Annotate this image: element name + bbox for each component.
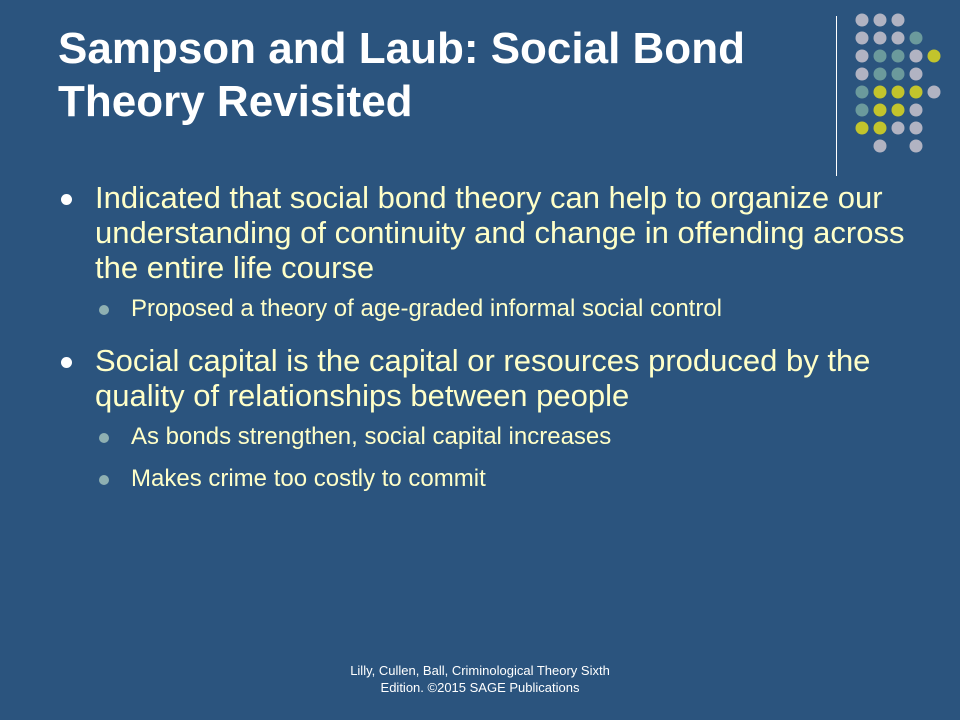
slide-title: Sampson and Laub: Social Bond Theory Revisited	[58, 24, 745, 126]
decorative-dot	[910, 140, 923, 153]
decorative-dot	[874, 140, 887, 153]
decorative-dot	[856, 68, 869, 81]
footer-line-1: Lilly, Cullen, Ball, Criminological Theory Sixth	[350, 663, 610, 678]
sub-bullet-dot-icon	[99, 433, 109, 443]
decorative-dot	[874, 68, 887, 81]
sub-bullet-text: As bonds strengthen, social capital increases	[131, 423, 612, 450]
decorative-dot	[874, 122, 887, 135]
decorative-dot	[874, 50, 887, 63]
sub-bullet-dot-icon	[99, 305, 109, 315]
decorative-dot	[856, 50, 869, 63]
bullet-level2-2-2	[58, 465, 908, 493]
sub-bullet-text: Makes crime too costly to commit	[131, 465, 486, 492]
decorative-dot	[892, 68, 905, 81]
decorative-dot	[856, 14, 869, 27]
decorative-dot	[874, 86, 887, 99]
decorative-dot	[856, 86, 869, 99]
sub-bullet-text: Proposed a theory of age-graded informal social control	[131, 295, 722, 322]
title-divider-line	[836, 16, 837, 176]
decorative-dot	[892, 86, 905, 99]
decorative-dot	[910, 104, 923, 117]
bullet-text: Indicated that social bond theory can help to organize our understanding of continuity and change in offending across the entire life course	[95, 180, 905, 285]
decorative-dot	[892, 32, 905, 45]
decorative-dot	[892, 50, 905, 63]
slide-footer	[330, 662, 630, 696]
decorative-dot	[910, 68, 923, 81]
footer-line-2: Edition. ©2015 SAGE Publications	[380, 680, 580, 695]
decorative-dot	[910, 86, 923, 99]
slide-content	[58, 180, 908, 507]
decorative-dot	[874, 104, 887, 117]
bullet-level1-2	[58, 343, 908, 413]
decorative-dot	[856, 122, 869, 135]
decorative-dot	[910, 32, 923, 45]
bullet-dot-icon	[61, 194, 72, 205]
decorative-dot	[892, 14, 905, 27]
decorative-dot	[856, 104, 869, 117]
decorative-dot	[910, 50, 923, 63]
decorative-dot	[874, 32, 887, 45]
decorative-dot	[928, 50, 941, 63]
decorative-dot	[892, 122, 905, 135]
decorative-dot	[856, 32, 869, 45]
decorative-dot	[928, 86, 941, 99]
bullet-level2-1-1	[58, 295, 908, 323]
decorative-dot	[892, 104, 905, 117]
bullet-dot-icon	[61, 357, 72, 368]
decorative-dot	[910, 122, 923, 135]
sub-bullet-dot-icon	[99, 475, 109, 485]
bullet-level2-2-1	[58, 423, 908, 451]
bullet-level1-1	[58, 180, 908, 285]
bullet-text: Social capital is the capital or resources produced by the quality of relationships between people	[95, 343, 871, 413]
decorative-dot	[874, 14, 887, 27]
